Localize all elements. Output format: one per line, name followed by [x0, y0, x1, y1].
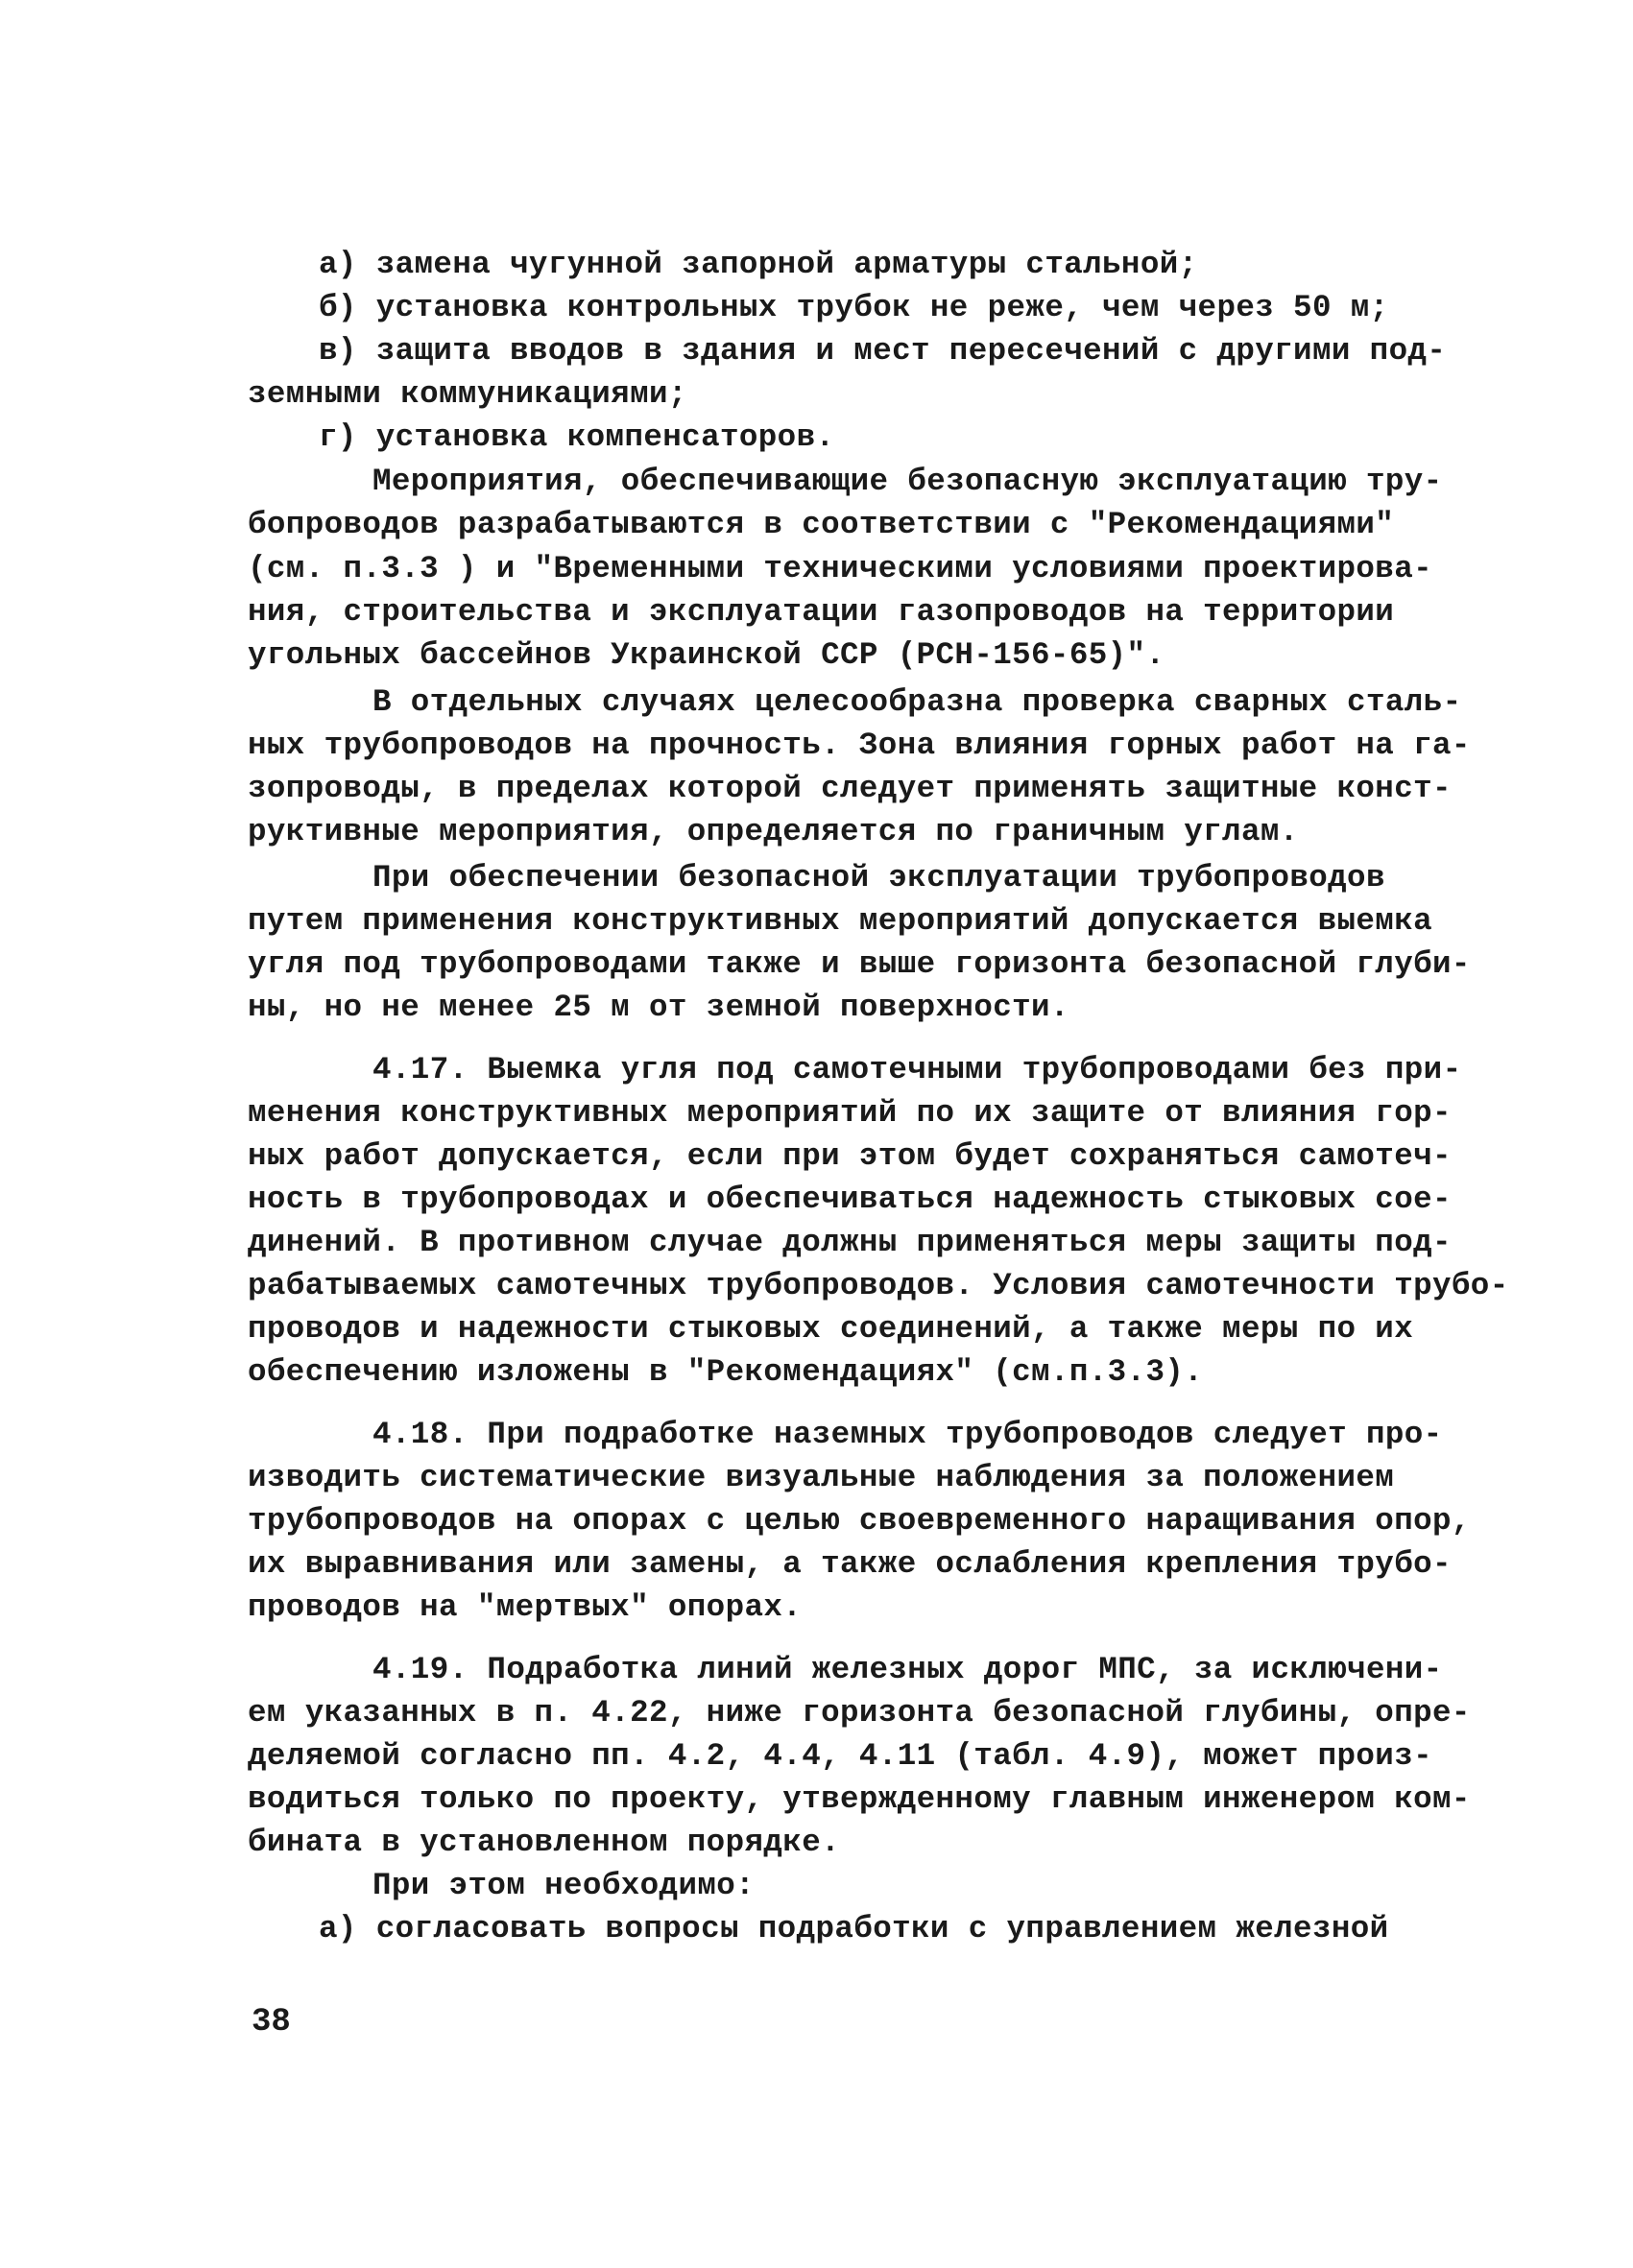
text-line: ных работ допускается, если при этом будет сохраняться самотеч- — [248, 1138, 1452, 1174]
text-line: в) защита вводов в здания и мест пересечений с другими под- — [319, 333, 1447, 369]
text-line: проводов и надежности стыковых соединений, а также меры по их — [248, 1311, 1414, 1347]
text-line: ем указанных в п. 4.22, ниже горизонта безопасной глубины, опре- — [248, 1695, 1471, 1731]
text-line: а) согласовать вопросы подработки с управлением железной — [319, 1911, 1389, 1946]
page-number: 38 — [252, 2004, 291, 2041]
text-line: трубопроводов на опорах с целью своевременного наращивания опор, — [248, 1503, 1471, 1539]
text-line: водиться только по проекту, утвержденному главным инженером ком- — [248, 1781, 1471, 1817]
text-line: изводить систематические визуальные наблюдения за положением — [248, 1460, 1395, 1495]
text-line: угля под трубопроводами также и выше горизонта безопасной глуби- — [248, 946, 1471, 982]
text-line: В отдельных случаях целесообразна проверка сварных сталь- — [372, 684, 1462, 720]
text-line: ность в трубопроводах и обеспечиваться надежность стыковых сое- — [248, 1182, 1452, 1217]
text-line: рабатываемых самотечных трубопроводов. Условия самотечности трубо- — [248, 1268, 1509, 1303]
text-line: (см. п.3.3 ) и "Временными техническими условиями проектирова- — [248, 551, 1432, 586]
text-line: менения конструктивных мероприятий по их защите от влияния гор- — [248, 1095, 1452, 1131]
text-line: бината в установленном порядке. — [248, 1825, 840, 1860]
text-line: бопроводов разрабатываются в соответствии с "Рекомендациями" — [248, 507, 1395, 542]
text-line: При этом необходимо: — [372, 1868, 756, 1903]
text-line: Мероприятия, обеспечивающие безопасную эксплуатацию тру- — [372, 464, 1443, 499]
text-line: руктивные мероприятия, определяется по граничным углам. — [248, 814, 1299, 849]
text-line: При обеспечении безопасной эксплуатации трубопроводов — [372, 860, 1385, 895]
text-line: 4.19. Подработка линий железных дорог МПС, за исключени- — [372, 1652, 1443, 1687]
text-line: деляемой согласно пп. 4.2, 4.4, 4.11 (табл. 4.9), может произ- — [248, 1738, 1432, 1774]
text-line: их выравнивания или замены, а также ослабления крепления трубо- — [248, 1546, 1452, 1582]
text-line: зопроводы, в пределах которой следует применять защитные конст- — [248, 771, 1452, 806]
text-line: ны, но не менее 25 м от земной поверхности. — [248, 990, 1069, 1025]
text-line: ния, строительства и эксплуатации газопроводов на территории — [248, 594, 1395, 630]
text-line: 4.17. Выемка угля под самотечными трубопроводами без при- — [372, 1052, 1462, 1087]
text-line: угольных бассейнов Украинской ССР (РСН-156-65)". — [248, 637, 1165, 673]
text-line: проводов на "мертвых" опорах. — [248, 1589, 803, 1625]
text-line: динений. В противном случае должны применяться меры защиты под- — [248, 1225, 1452, 1260]
text-line: путем применения конструктивных мероприятий допускается выемка — [248, 903, 1432, 939]
text-line: б) установка контрольных трубок не реже, чем через 50 м; — [319, 290, 1389, 325]
text-line: земными коммуникациями; — [248, 376, 687, 412]
text-line: г) установка компенсаторов. — [319, 419, 835, 455]
text-line: 4.18. При подработке наземных трубопроводов следует про- — [372, 1417, 1443, 1452]
text-line: обеспечению изложены в "Рекомендациях" (см.п.3.3). — [248, 1354, 1204, 1390]
text-line: ных трубопроводов на прочность. Зона влияния горных работ на га- — [248, 728, 1471, 763]
text-line: а) замена чугунной запорной арматуры стальной; — [319, 247, 1198, 282]
